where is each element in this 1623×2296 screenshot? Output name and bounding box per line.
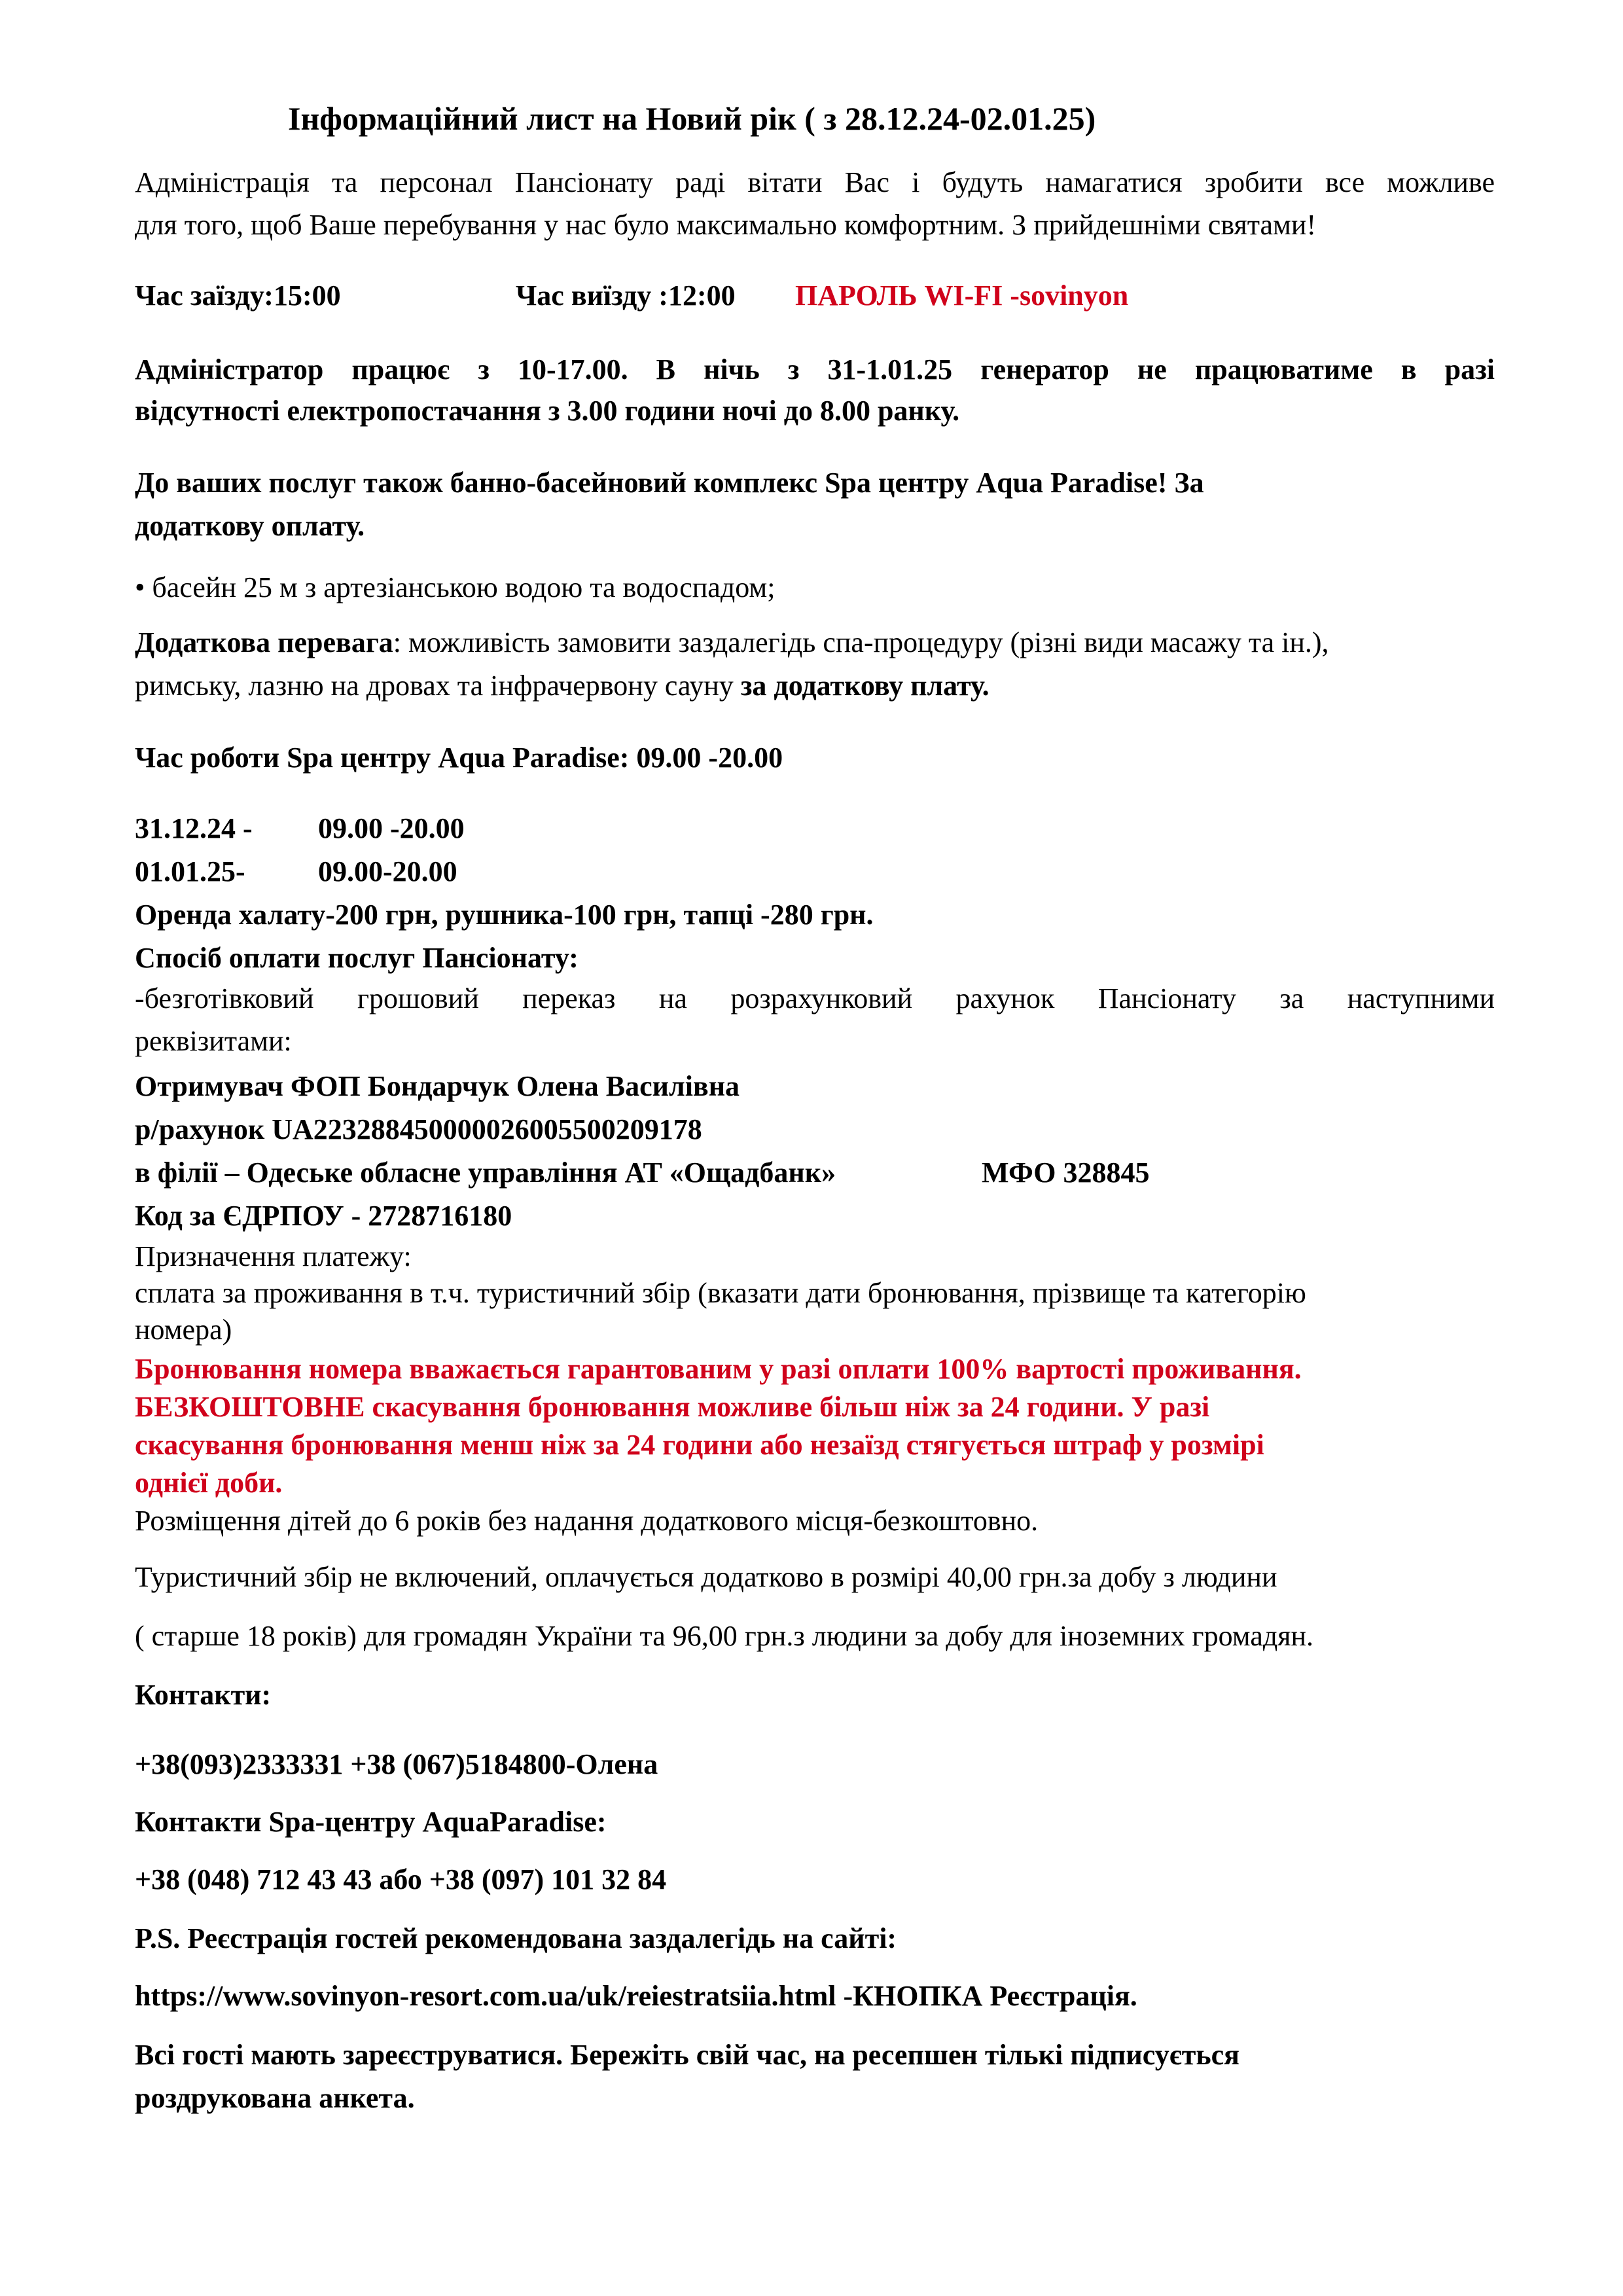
schedule-row-1 — [135, 812, 465, 846]
payment-line-2: реквізитами: — [135, 1025, 292, 1057]
contacts-heading: Контакти: — [135, 1679, 272, 1711]
tax-line-1: Туристичний збір не включений, оплачується додатково в розмірі 40,00 грн.за добу з людини — [135, 1561, 1277, 1593]
spa-line-2: додаткову оплату. — [135, 510, 365, 542]
spa-contacts-heading: Контакти Spa-центру AquaParadise: — [135, 1806, 607, 1838]
schedule-row-2 — [135, 855, 457, 889]
schedule-date: 01.01.25- — [135, 855, 245, 888]
schedule-date: 31.12.24 - — [135, 812, 253, 844]
checkin-time: Час заїзду:15:00 — [135, 279, 341, 312]
booking-line-4: однієї доби. — [135, 1467, 283, 1499]
payment-recipient: Отримувач ФОП Бондарчук Олена Василівна — [135, 1070, 740, 1102]
tax-line-2: ( старше 18 років) для громадян України та 96,00 грн.з людини за добу для іноземних громадян. — [135, 1620, 1314, 1652]
intro-line-1: Адміністрація та персонал Пансіонату раді вітати Вас і будуть намагатися зробити все можливе — [135, 166, 1495, 198]
final-line-2: роздрукована анкета. — [135, 2082, 415, 2114]
payment-branch: в філії – Одеське обласне управління АТ «Ощадбанк» — [135, 1157, 836, 1189]
payment-purpose-2: номера) — [135, 1314, 232, 1346]
spa-contacts-phones: +38 (048) 712 43 43 або +38 (097) 101 32 84 — [135, 1863, 667, 1895]
schedule-time: 09.00 -20.00 — [318, 812, 465, 844]
advantage-text-2: римську, лазню на дровах та інфрачервону сауну — [135, 670, 741, 702]
registration-link[interactable]: https://www.sovinyon-resort.com.ua/uk/reiestratsiia.html -КНОПКА Реєстрація. — [135, 1980, 1137, 2012]
booking-line-1: Бронювання номера вважається гарантованим у разі оплати 100% вартості проживання. — [135, 1353, 1302, 1385]
booking-line-3: скасування бронювання менш ніж за 24 години або незаїзд стягується штраф у розмірі — [135, 1429, 1264, 1461]
payment-purpose-1: сплата за проживання в т.ч. туристичний збір (вказати дати бронювання, прізвище та категорію — [135, 1277, 1306, 1309]
page-title: Інформаційний лист на Новий рік ( з 28.12.24-02.01.25) — [288, 100, 1096, 137]
contacts-phones: +38(093)2333331 +38 (067)5184800-Олена — [135, 1748, 658, 1780]
children-policy: Розміщення дітей до 6 років без надання додаткового місця-безкоштовно. — [135, 1505, 1039, 1537]
advantage-bold: за додаткову плату. — [740, 670, 990, 702]
final-line-1: Всі гості мають зареєструватися. Бережіть свій час, на ресепшен тількі підписується — [135, 2039, 1240, 2071]
advantage-line-2 — [135, 669, 990, 703]
payment-line-1: -безготівковий грошовий переказ на розрахунковий рахунок Пансіонату за наступними — [135, 982, 1495, 1014]
intro-line-2: для того, щоб Ваше перебування у нас було максимально комфортним. З прийдешніми святами! — [135, 209, 1317, 241]
spa-hours: Час роботи Spa центру Aqua Paradise: 09.00 -20.00 — [135, 742, 783, 774]
payment-edrpou: Код за ЄДРПОУ - 2728716180 — [135, 1200, 512, 1232]
payment-mfo: МФО 328845 — [982, 1157, 1150, 1189]
checkout-time: Час виїзду :12:00 — [516, 279, 736, 312]
advantage-text-1: : можливість замовити заздалегідь спа-процедуру (різні види масажу та ін.), — [393, 626, 1329, 658]
advantage-line-1 — [135, 626, 1329, 660]
payment-account: р/рахунок UA223288450000026005500209178 — [135, 1113, 702, 1145]
booking-line-2: БЕЗКОШТОВНЕ скасування бронювання можливе більш ніж за 24 години. У разі — [135, 1391, 1210, 1423]
admin-line-1: Адміністратор працює з 10-17.00. В нічь з 31-1.01.25 генератор не працюватиме в разі — [135, 353, 1495, 386]
pool-bullet: • басейн 25 м з артезіанською водою та водоспадом; — [135, 571, 776, 603]
ps-line: P.S. Реєстрація гостей рекомендована заздалегідь на сайті: — [135, 1922, 897, 1954]
admin-line-2: відсутності електропостачання з 3.00 години ночі до 8.00 ранку. — [135, 395, 960, 427]
wifi-password: ПАРОЛЬ WI-FI -sovinyon — [795, 279, 1129, 312]
advantage-label: Додаткова перевага — [135, 626, 393, 658]
rental-prices: Оренда халату-200 грн, рушника-100 грн, тапці -280 грн. — [135, 899, 874, 931]
payment-heading: Спосіб оплати послуг Пансіонату: — [135, 942, 579, 974]
spa-line-1: До ваших послуг також банно-басейновий комплекс Spa центру Aqua Paradise! За — [135, 467, 1204, 499]
payment-purpose-label: Призначення платежу: — [135, 1240, 412, 1272]
schedule-time: 09.00-20.00 — [318, 855, 457, 888]
